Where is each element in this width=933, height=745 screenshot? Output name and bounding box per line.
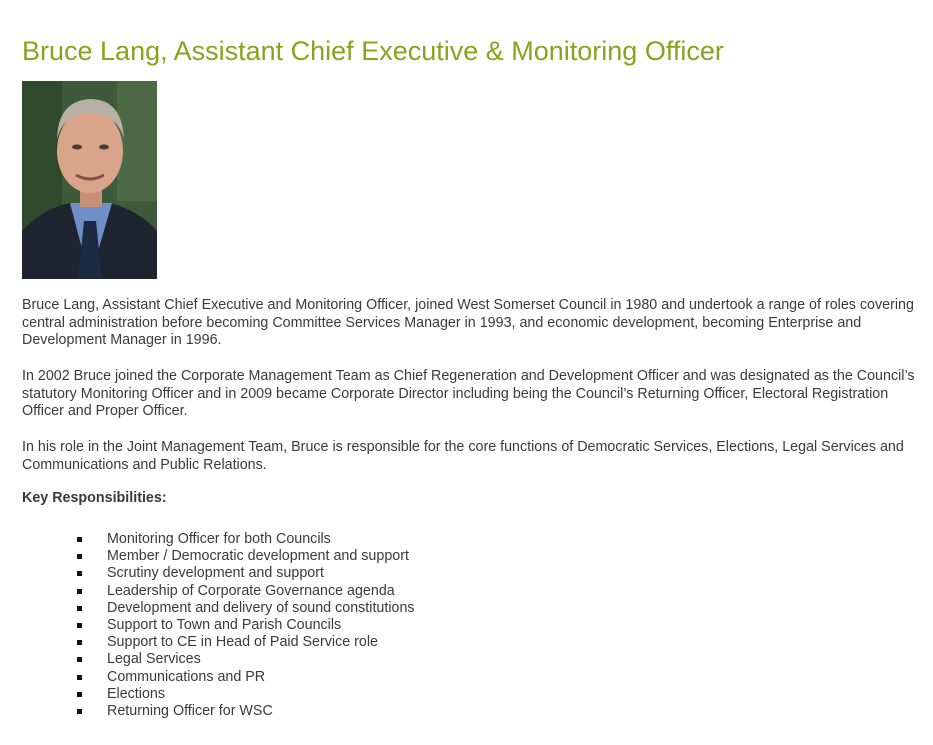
list-item: Support to CE in Head of Paid Service role (22, 634, 415, 651)
bullet-icon (77, 623, 82, 628)
list-item: Support to Town and Parish Councils (22, 617, 415, 634)
key-responsibilities-list (22, 531, 415, 720)
bio-paragraph-1: Bruce Lang, Assistant Chief Executive and Monitoring Officer, joined West Somerset Council in 1980 and undertook a range of roles covering central administration before becoming Committee Services Manager in 1993, and economic development, becoming Enterprise and Development Manager in 1996. (22, 297, 914, 348)
list-item: Development and delivery of sound constitutions (22, 600, 415, 617)
list-item: Elections (22, 686, 415, 703)
list-item: Communications and PR (22, 669, 415, 686)
list-item: Scrutiny development and support (22, 565, 415, 582)
bullet-icon (77, 640, 82, 645)
bullet-icon (77, 692, 82, 697)
bullet-icon (77, 554, 82, 559)
bio-paragraph-2: In 2002 Bruce joined the Corporate Management Team as Chief Regeneration and Development Officer and was designated as the Council’s statutory Monitoring Officer and in 2009 became Corporate Director including being the Council’s Returning Officer, Electoral Registration Officer and Proper Officer. (22, 368, 915, 419)
list-item: Legal Services (22, 651, 415, 668)
bullet-icon (77, 606, 82, 611)
key-responsibilities-heading: Key Responsibilities: (22, 490, 167, 506)
bullet-icon (77, 537, 82, 542)
bullet-icon (77, 675, 82, 680)
bullet-icon (77, 709, 82, 714)
bullet-icon (77, 657, 82, 662)
portrait-image (22, 81, 157, 279)
list-item: Returning Officer for WSC (22, 703, 415, 720)
list-item: Member / Democratic development and support (22, 548, 415, 565)
bullet-icon (77, 571, 82, 576)
page-title: Bruce Lang, Assistant Chief Executive & Monitoring Officer (22, 36, 724, 66)
portrait-photo (22, 81, 157, 279)
list-item: Monitoring Officer for both Councils (22, 531, 415, 548)
bullet-icon (77, 589, 82, 594)
list-item: Leadership of Corporate Governance agenda (22, 583, 415, 600)
bio-paragraph-3: In his role in the Joint Management Team, Bruce is responsible for the core functions of Democratic Services, Elections, Legal Services and Communications and Public Relations. (22, 439, 904, 473)
